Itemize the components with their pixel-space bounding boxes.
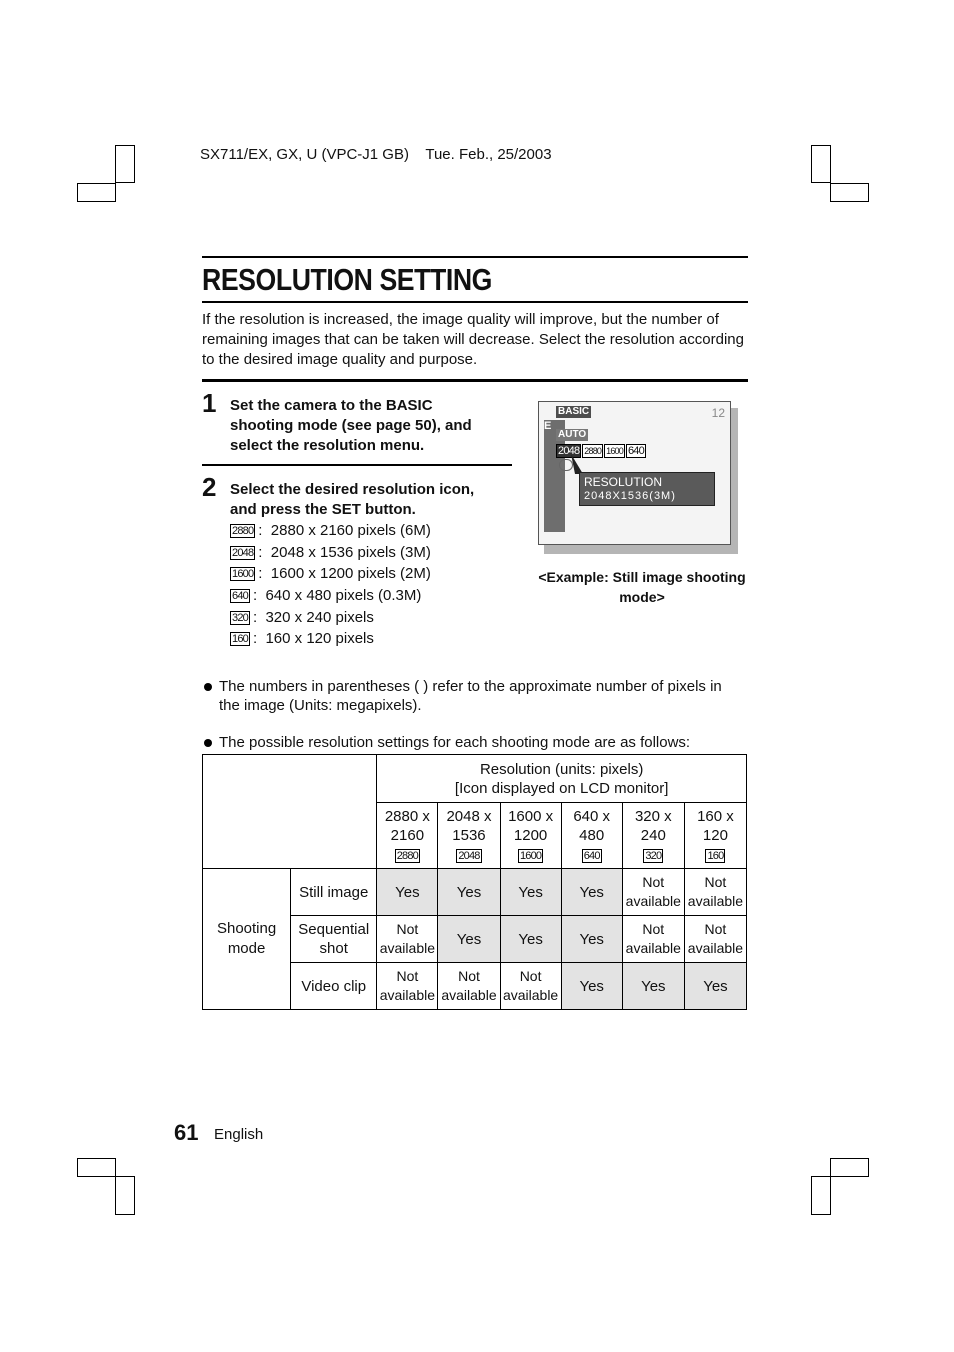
resolution-desc: 160 x 120 pixels (265, 630, 374, 648)
resolution-icon: 320 (232, 611, 248, 624)
lcd-screen-illustration (538, 401, 731, 545)
row-group-label: Shooting mode (203, 869, 291, 1010)
resolution-item: 320 : 320 x 240 pixels (230, 607, 431, 629)
resolution-icon: 2880 (232, 524, 254, 537)
table-cell: Not available (377, 916, 438, 963)
column-header: 2880 x 2160 2880 (377, 803, 438, 869)
print-header (200, 146, 552, 163)
resolution-icon: 640 (232, 589, 248, 602)
table-cell: Yes (500, 916, 561, 963)
lcd-menu-value: 2048X1536(3M) (584, 490, 676, 502)
step-2-text: Select the desired resolution icon, and press the SET button. (230, 481, 475, 518)
note-text: The numbers in parentheses ( ) refer to the approximate number of pixels in the image (Units: megapixels). (219, 678, 722, 714)
table-cell: Yes (377, 869, 438, 916)
crop-mark (830, 1158, 869, 1177)
title-top-rule (202, 256, 748, 258)
resolution-list (230, 520, 431, 650)
lcd-resolution-icon: 1600 (606, 446, 623, 456)
table-cell: Yes (561, 916, 622, 963)
resolution-item: 640 : 640 x 480 pixels (0.3M) (230, 585, 431, 607)
bullet-dot (204, 683, 212, 691)
column-header: 640 x 480 640 (561, 803, 622, 869)
lcd-resolution-menu (579, 472, 715, 506)
resolution-icon: 1600 (232, 568, 254, 581)
lcd-resolution-icon: 2880 (584, 446, 602, 456)
crop-mark (830, 183, 869, 202)
table-cell: Not available (377, 963, 438, 1010)
resolution-desc: 2880 x 2160 pixels (6M) (270, 522, 431, 539)
table-header-cell (377, 755, 747, 803)
table-cell: Yes (561, 869, 622, 916)
table-cell: Not available (684, 869, 746, 916)
row-mode-label: Still image (291, 869, 377, 916)
resolution-desc: 1600 x 1200 pixels (2M) (270, 565, 431, 583)
column-icon: 2048 (458, 850, 480, 862)
header-date: Tue. Feb., 25/2003 (425, 146, 552, 163)
lcd-side-letter: E (544, 420, 552, 432)
note-bullet (204, 677, 744, 715)
lcd-mode-tag: BASIC (558, 406, 590, 417)
resolution-icon: 2048 (232, 546, 254, 559)
note-bullet (204, 733, 744, 752)
table-header-line2: [Icon displayed on LCD monitor] (454, 779, 669, 797)
crop-mark (115, 1176, 135, 1215)
resolution-item: 2880 : 2880 x 2160 pixels (6M) (230, 520, 431, 542)
column-header: 2048 x 1536 2048 (438, 803, 500, 869)
column-icon: 1600 (519, 850, 542, 862)
resolution-item: 2048 : 2048 x 1536 pixels (3M) (230, 542, 431, 564)
lcd-auto-tag: AUTO (558, 429, 587, 440)
row-mode-label: Video clip (291, 963, 377, 1010)
resolution-desc: 320 x 240 pixels (265, 608, 374, 626)
table-cell: Yes (561, 963, 622, 1010)
table-header-line1: Resolution (units: pixels) (479, 760, 644, 778)
table-cell: Yes (500, 869, 561, 916)
table-cell: Not available (500, 963, 561, 1010)
page-language: English (214, 1126, 264, 1143)
illustration-caption: <Example: Still image shooting mode> (538, 569, 746, 605)
table-cell: Yes (438, 869, 500, 916)
section-rule (202, 379, 748, 382)
column-header: 320 x 240 320 (622, 803, 684, 869)
bullet-dot (204, 739, 212, 747)
crop-mark (77, 183, 116, 202)
title-bottom-rule (202, 301, 748, 303)
column-icon: 320 (645, 850, 662, 862)
lcd-resolution-icon: 2048 (558, 445, 580, 457)
table-cell: Yes (622, 963, 684, 1010)
note-text: The possible resolution settings for each shooting mode are as follows: (219, 734, 691, 751)
crop-mark (811, 145, 831, 183)
step-1-text: Set the camera to the BASIC shooting mode (see page 50), and select the resolution menu. (230, 397, 472, 454)
lcd-menu-title: RESOLUTION (584, 475, 663, 489)
column-header: 1600 x 1200 1600 (500, 803, 561, 869)
column-header: 160 x 120 160 (684, 803, 746, 869)
resolution-desc: 2048 x 1536 pixels (3M) (270, 543, 431, 561)
column-icon: 160 (707, 850, 724, 862)
table-cell: Yes (684, 963, 746, 1010)
column-icon: 2880 (396, 850, 418, 862)
column-icon: 640 (583, 850, 600, 862)
resolution-icon: 160 (232, 633, 248, 646)
resolution-item: 160 : 160 x 120 pixels (230, 628, 431, 650)
lcd-resolution-icon: 640 (627, 445, 644, 457)
lcd-count: 12 (711, 406, 725, 420)
crop-mark (77, 1158, 116, 1177)
step-1-number: 1 (202, 388, 217, 418)
crop-mark (811, 1176, 831, 1215)
table-cell: Yes (438, 916, 500, 963)
table-cell: Not available (438, 963, 500, 1010)
resolution-item: 1600 : 1600 x 1200 pixels (2M) (230, 563, 431, 585)
step-divider (202, 464, 512, 466)
intro-paragraph: If the resolution is increased, the image quality will improve, but the number of remaining images that can be taken will decrease. Select the resolution according to the desired image quality and purpose. (202, 311, 744, 368)
page-title: RESOLUTION SETTING (202, 262, 492, 297)
table-cell: Not available (684, 916, 746, 963)
resolution-desc: 640 x 480 pixels (0.3M) (265, 587, 422, 605)
step-2-number: 2 (202, 472, 217, 502)
header-model: SX711/EX, GX, U (VPC-J1 GB) (200, 146, 409, 163)
resolution-mode-table (202, 754, 747, 1010)
table-cell: Not available (622, 869, 684, 916)
row-mode-label: Sequential shot (291, 916, 377, 963)
crop-mark (115, 145, 135, 183)
page-number: 61 (174, 1120, 199, 1145)
table-corner-cell (203, 755, 377, 869)
table-cell: Not available (622, 916, 684, 963)
